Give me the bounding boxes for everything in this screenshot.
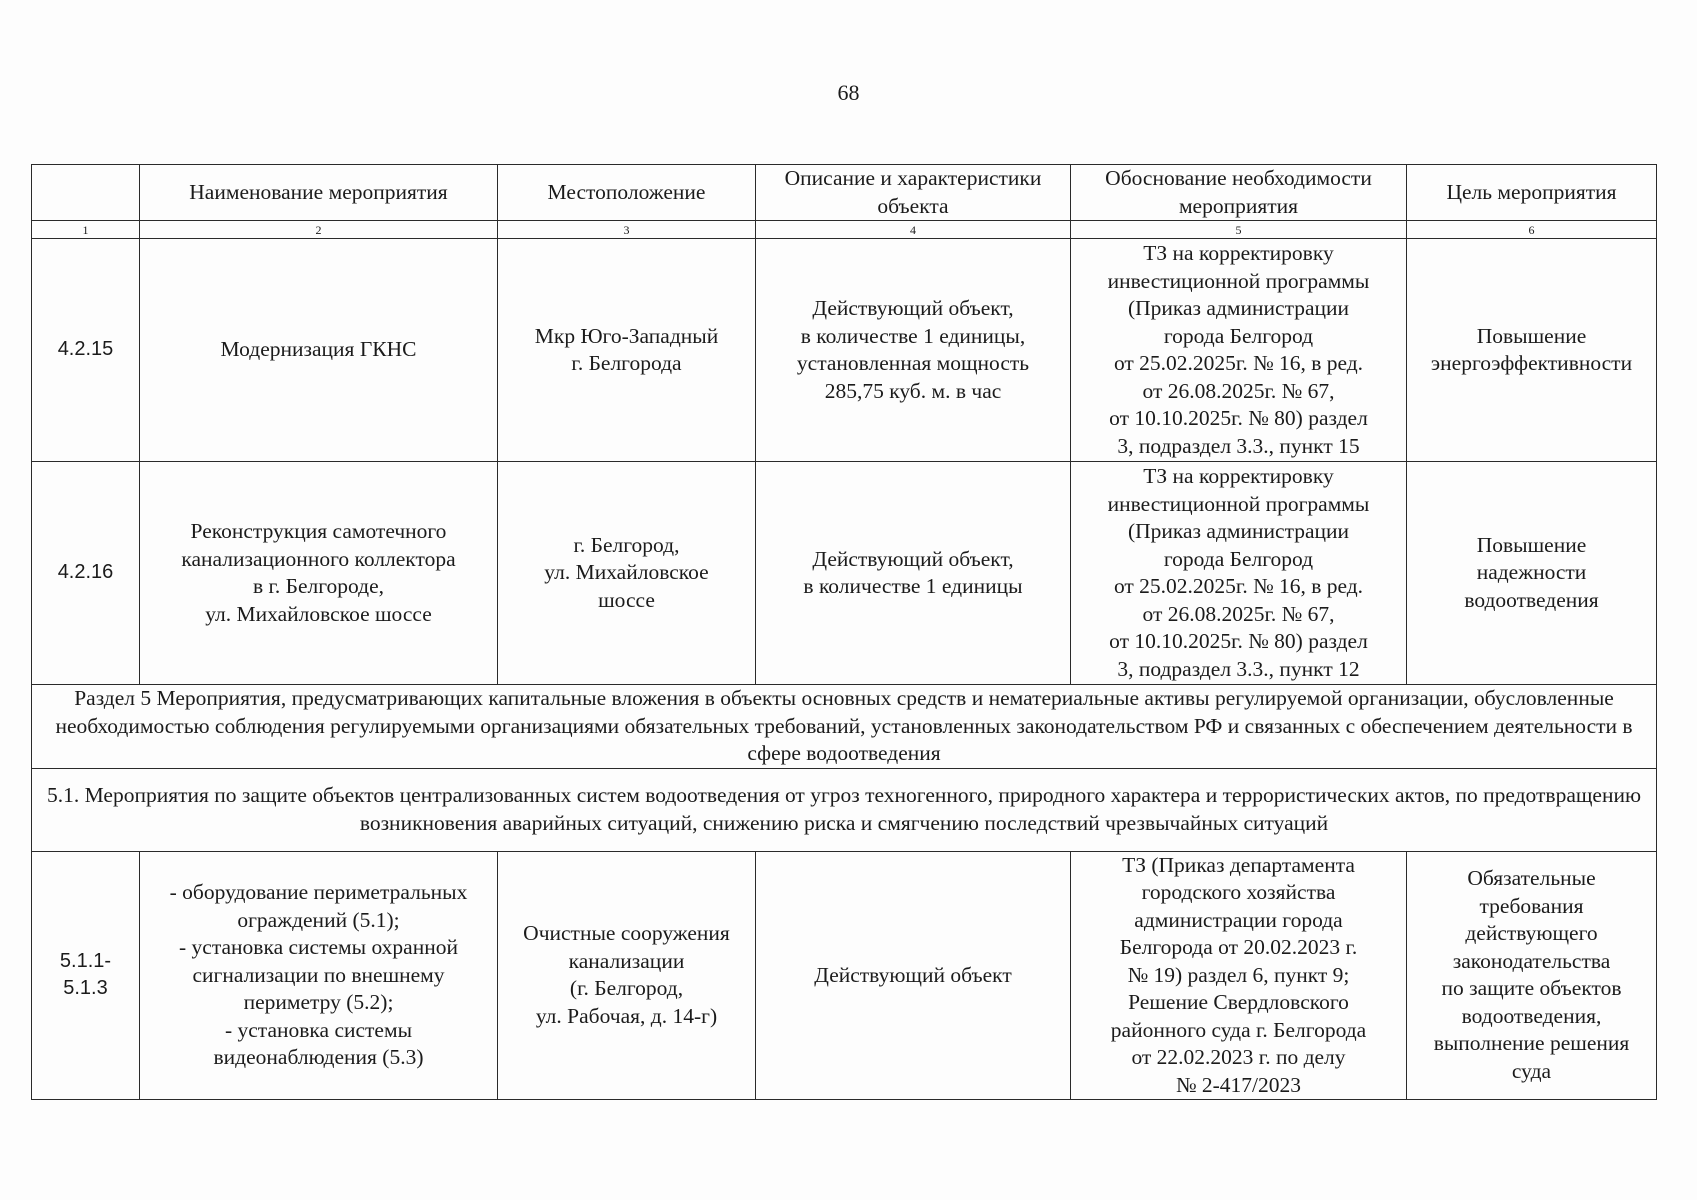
description-cell: Действующий объект, в количестве 1 единицы	[756, 462, 1071, 685]
table-row	[32, 851, 1657, 1100]
measure-name-cell: Модернизация ГКНС	[140, 239, 498, 462]
column-number: 6	[1407, 221, 1657, 239]
subsection-5-1-heading: 5.1. Мероприятия по защите объектов централизованных систем водоотведения от угроз техногенного, природного характера и террористических актов, по предотвращению возникновения аварийных ситуаций, снижению риска и смягчению последствий чрезвычайных ситуаций	[32, 768, 1657, 851]
column-number: 2	[140, 221, 498, 239]
justification-cell: ТЗ на корректировку инвестиционной программы (Приказ администрации города Белгород от 25.02.2025г. № 16, в ред. от 26.08.2025г. № 67, от 10.10.2025г. № 80) раздел 3, подраздел 3.3., пункт 12	[1071, 462, 1407, 685]
column-number-row	[32, 221, 1657, 239]
goal-cell: Обязательные требования действующего законодательства по защите объектов водоотведения, выполнение решения суда	[1407, 851, 1657, 1100]
table-row	[32, 462, 1657, 685]
section-heading-row	[32, 685, 1657, 769]
table-header-row	[32, 165, 1657, 221]
column-number: 1	[32, 221, 140, 239]
location-cell: г. Белгород, ул. Михайловское шоссе	[498, 462, 756, 685]
page-number: 68	[837, 80, 860, 105]
header-cell-justification: Обоснование необходимости мероприятия	[1071, 165, 1407, 221]
goal-cell: Повышение энергоэффективности	[1407, 239, 1657, 462]
location-cell: Мкр Юго-Западный г. Белгорода	[498, 239, 756, 462]
column-number: 3	[498, 221, 756, 239]
subsection-heading-row	[32, 768, 1657, 851]
measure-name-cell: Реконструкция самотечного канализационного коллектора в г. Белгороде, ул. Михайловское шоссе	[140, 462, 498, 685]
header-cell-name: Наименование мероприятия	[140, 165, 498, 221]
justification-cell: ТЗ на корректировку инвестиционной программы (Приказ администрации города Белгород от 25.02.2025г. № 16, в ред. от 26.08.2025г. № 67, от 10.10.2025г. № 80) раздел 3, подраздел 3.3., пункт 15	[1071, 239, 1407, 462]
justification-cell: ТЗ (Приказ департамента городского хозяйства администрации города Белгорода от 20.02.2023 г. № 19) раздел 6, пункт 9; Решение Свердловского районного суда г. Белгорода от 22.02.2023 г. по делу № 2-417/2023	[1071, 851, 1407, 1100]
row-number-cell: 5.1.1- 5.1.3	[32, 851, 140, 1100]
header-cell-goal: Цель мероприятия	[1407, 165, 1657, 221]
location-cell: Очистные сооружения канализации (г. Белгород, ул. Рабочая, д. 14-г)	[498, 851, 756, 1100]
table-row	[32, 239, 1657, 462]
description-cell: Действующий объект	[756, 851, 1071, 1100]
measure-name-cell: - оборудование периметральных ограждений (5.1); - установка системы охранной сигнализации по внешнему периметру (5.2); - установка системы видеонаблюдения (5.3)	[140, 851, 498, 1100]
section-5-heading: Раздел 5 Мероприятия, предусматривающих капитальные вложения в объекты основных средств и нематериальные активы регулируемой организации, обусловленные необходимостью соблюдения регулируемыми организациями обязательных требований, установленных законодательством РФ и связанных с обеспечением деятельности в сфере водоотведения	[32, 685, 1657, 769]
header-cell-location: Местоположение	[498, 165, 756, 221]
column-number: 4	[756, 221, 1071, 239]
measures-table	[31, 164, 1657, 1100]
header-cell-number	[32, 165, 140, 221]
header-cell-description: Описание и характеристики объекта	[756, 165, 1071, 221]
goal-cell: Повышение надежности водоотведения	[1407, 462, 1657, 685]
row-number-cell: 4.2.16	[32, 462, 140, 685]
description-cell: Действующий объект, в количестве 1 единицы, установленная мощность 285,75 куб. м. в час	[756, 239, 1071, 462]
row-number-cell: 4.2.15	[32, 239, 140, 462]
column-number: 5	[1071, 221, 1407, 239]
